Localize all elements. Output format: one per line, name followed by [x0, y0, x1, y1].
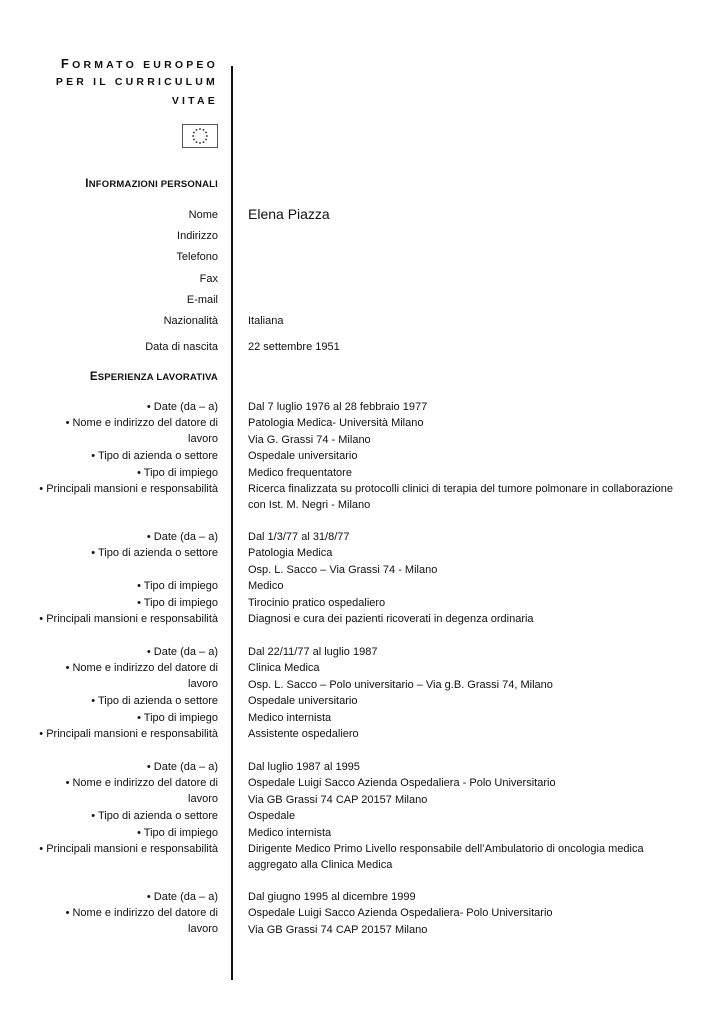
value-employer-address: Via G. Grassi 74 - Milano [248, 434, 371, 446]
eu-flag-icon [182, 124, 218, 148]
column-divider [231, 66, 233, 980]
value-date: Dal giugno 1995 al dicembre 1999 [248, 891, 416, 903]
value-job-type: Medico internista [248, 712, 332, 724]
value-employer-address: Osp. L. Sacco – Polo universitario – Via g.B. Grassi 74, Milano [248, 679, 553, 691]
label-company-type: • Tipo di azienda o settore [91, 450, 218, 462]
label-email: E-mail [186, 294, 218, 306]
value-company-type: Ospedale [248, 810, 296, 822]
label-duties: • Principali mansioni e responsabilità [39, 483, 218, 495]
value-company-address: Osp. L. Sacco – Via Grassi 74 - Milano [248, 564, 438, 576]
value-duties: Ricerca finalizzata su protocolli clinici di terapia del tumore polmonare in collaborazione con Ist. M. Negri - Milano [248, 483, 673, 511]
section-heading-work-experience: ESPERIENZA LAVORATIVA [89, 371, 218, 383]
label-nazionalita: Nazionalità [163, 315, 218, 327]
value-job-type: Medico frequentatore [248, 467, 352, 479]
label-date: • Date (da – a) [146, 891, 218, 903]
label-date: • Date (da – a) [146, 531, 218, 543]
value-duties: Diagnosi e cura dei pazienti ricoverati in degenza ordinaria [248, 613, 534, 625]
value-company-type: Ospedale universitario [248, 450, 358, 462]
label-nome: Nome [188, 209, 218, 221]
label-company-type: • Tipo di azienda o settore [91, 547, 218, 559]
label-company-type: • Tipo di azienda o settore [91, 695, 218, 707]
label-job-type: • Tipo di impiego [137, 467, 218, 479]
label-data-nascita: Data di nascita [145, 341, 218, 353]
value-job-type: Medico [248, 580, 284, 592]
value-job-type: Medico internista [248, 827, 332, 839]
label-date: • Date (da – a) [146, 761, 218, 773]
value-employer: Ospedale Luigi Sacco Azienda Ospedaliera- Polo Universitario [248, 907, 553, 919]
value-data-nascita: 22 settembre 1951 [248, 341, 340, 353]
label-employer-cont: lavoro [188, 793, 218, 805]
value-date: Dal 7 luglio 1976 al 28 febbraio 1977 [248, 401, 428, 413]
label-employer: • Nome e indirizzo del datore di [65, 907, 218, 919]
label-duties: • Principali mansioni e responsabilità [39, 728, 218, 740]
value-employer: Clinica Medica [248, 662, 320, 674]
value-employer-address: Via GB Grassi 74 CAP 20157 Milano [248, 924, 428, 936]
label-employer: • Nome e indirizzo del datore di [65, 417, 218, 429]
label-job-type: • Tipo di impiego [137, 712, 218, 724]
label-duties: • Principali mansioni e responsabilità [39, 843, 218, 855]
value-duties: Dirigente Medico Primo Livello responsabile dell’Ambulatorio di oncologia medica aggregato alla Clinica Medica [248, 843, 644, 871]
value-nome: Elena Piazza [248, 206, 330, 222]
label-indirizzo: Indirizzo [177, 230, 218, 242]
label-fax: Fax [199, 273, 218, 285]
document-title-line-3: VITAE [171, 95, 218, 107]
label-employer-cont: lavoro [188, 433, 218, 445]
document-title-line-1: FORMATO EUROPEO [60, 56, 218, 71]
label-employer-cont: lavoro [188, 678, 218, 690]
value-date: Dal luglio 1987 al 1995 [248, 761, 360, 773]
value-date: Dal 22/11/77 al luglio 1987 [248, 646, 378, 658]
section-heading-personal-info: INFORMAZIONI PERSONALI [85, 178, 218, 190]
value-employer: Patologia Medica- Università Milano [248, 417, 424, 429]
label-job-type: • Tipo di impiego [137, 597, 218, 609]
label-company-type: • Tipo di azienda o settore [91, 810, 218, 822]
label-employer: • Nome e indirizzo del datore di [65, 662, 218, 674]
value-job-type: Tirocinio pratico ospedaliero [248, 597, 386, 609]
value-employer: Ospedale Luigi Sacco Azienda Ospedaliera - Polo Universitario [248, 777, 556, 789]
label-job-type: • Tipo di impiego [137, 827, 218, 839]
label-employer-cont: lavoro [188, 923, 218, 935]
value-date: Dal 1/3/77 al 31/8/77 [248, 531, 350, 543]
label-job-type: • Tipo di impiego [137, 580, 218, 592]
value-duties: Assistente ospedaliero [248, 728, 359, 740]
label-employer: • Nome e indirizzo del datore di [65, 777, 218, 789]
label-date: • Date (da – a) [146, 646, 218, 658]
label-duties: • Principali mansioni e responsabilità [39, 613, 218, 625]
value-company-type: Patologia Medica [248, 547, 333, 559]
label-telefono: Telefono [176, 251, 218, 263]
value-company-type: Ospedale universitario [248, 695, 358, 707]
value-employer-address: Via GB Grassi 74 CAP 20157 Milano [248, 794, 428, 806]
document-title-line-2: PER IL CURRICULUM [55, 76, 218, 88]
value-nazionalita: Italiana [248, 315, 284, 327]
label-date: • Date (da – a) [146, 401, 218, 413]
